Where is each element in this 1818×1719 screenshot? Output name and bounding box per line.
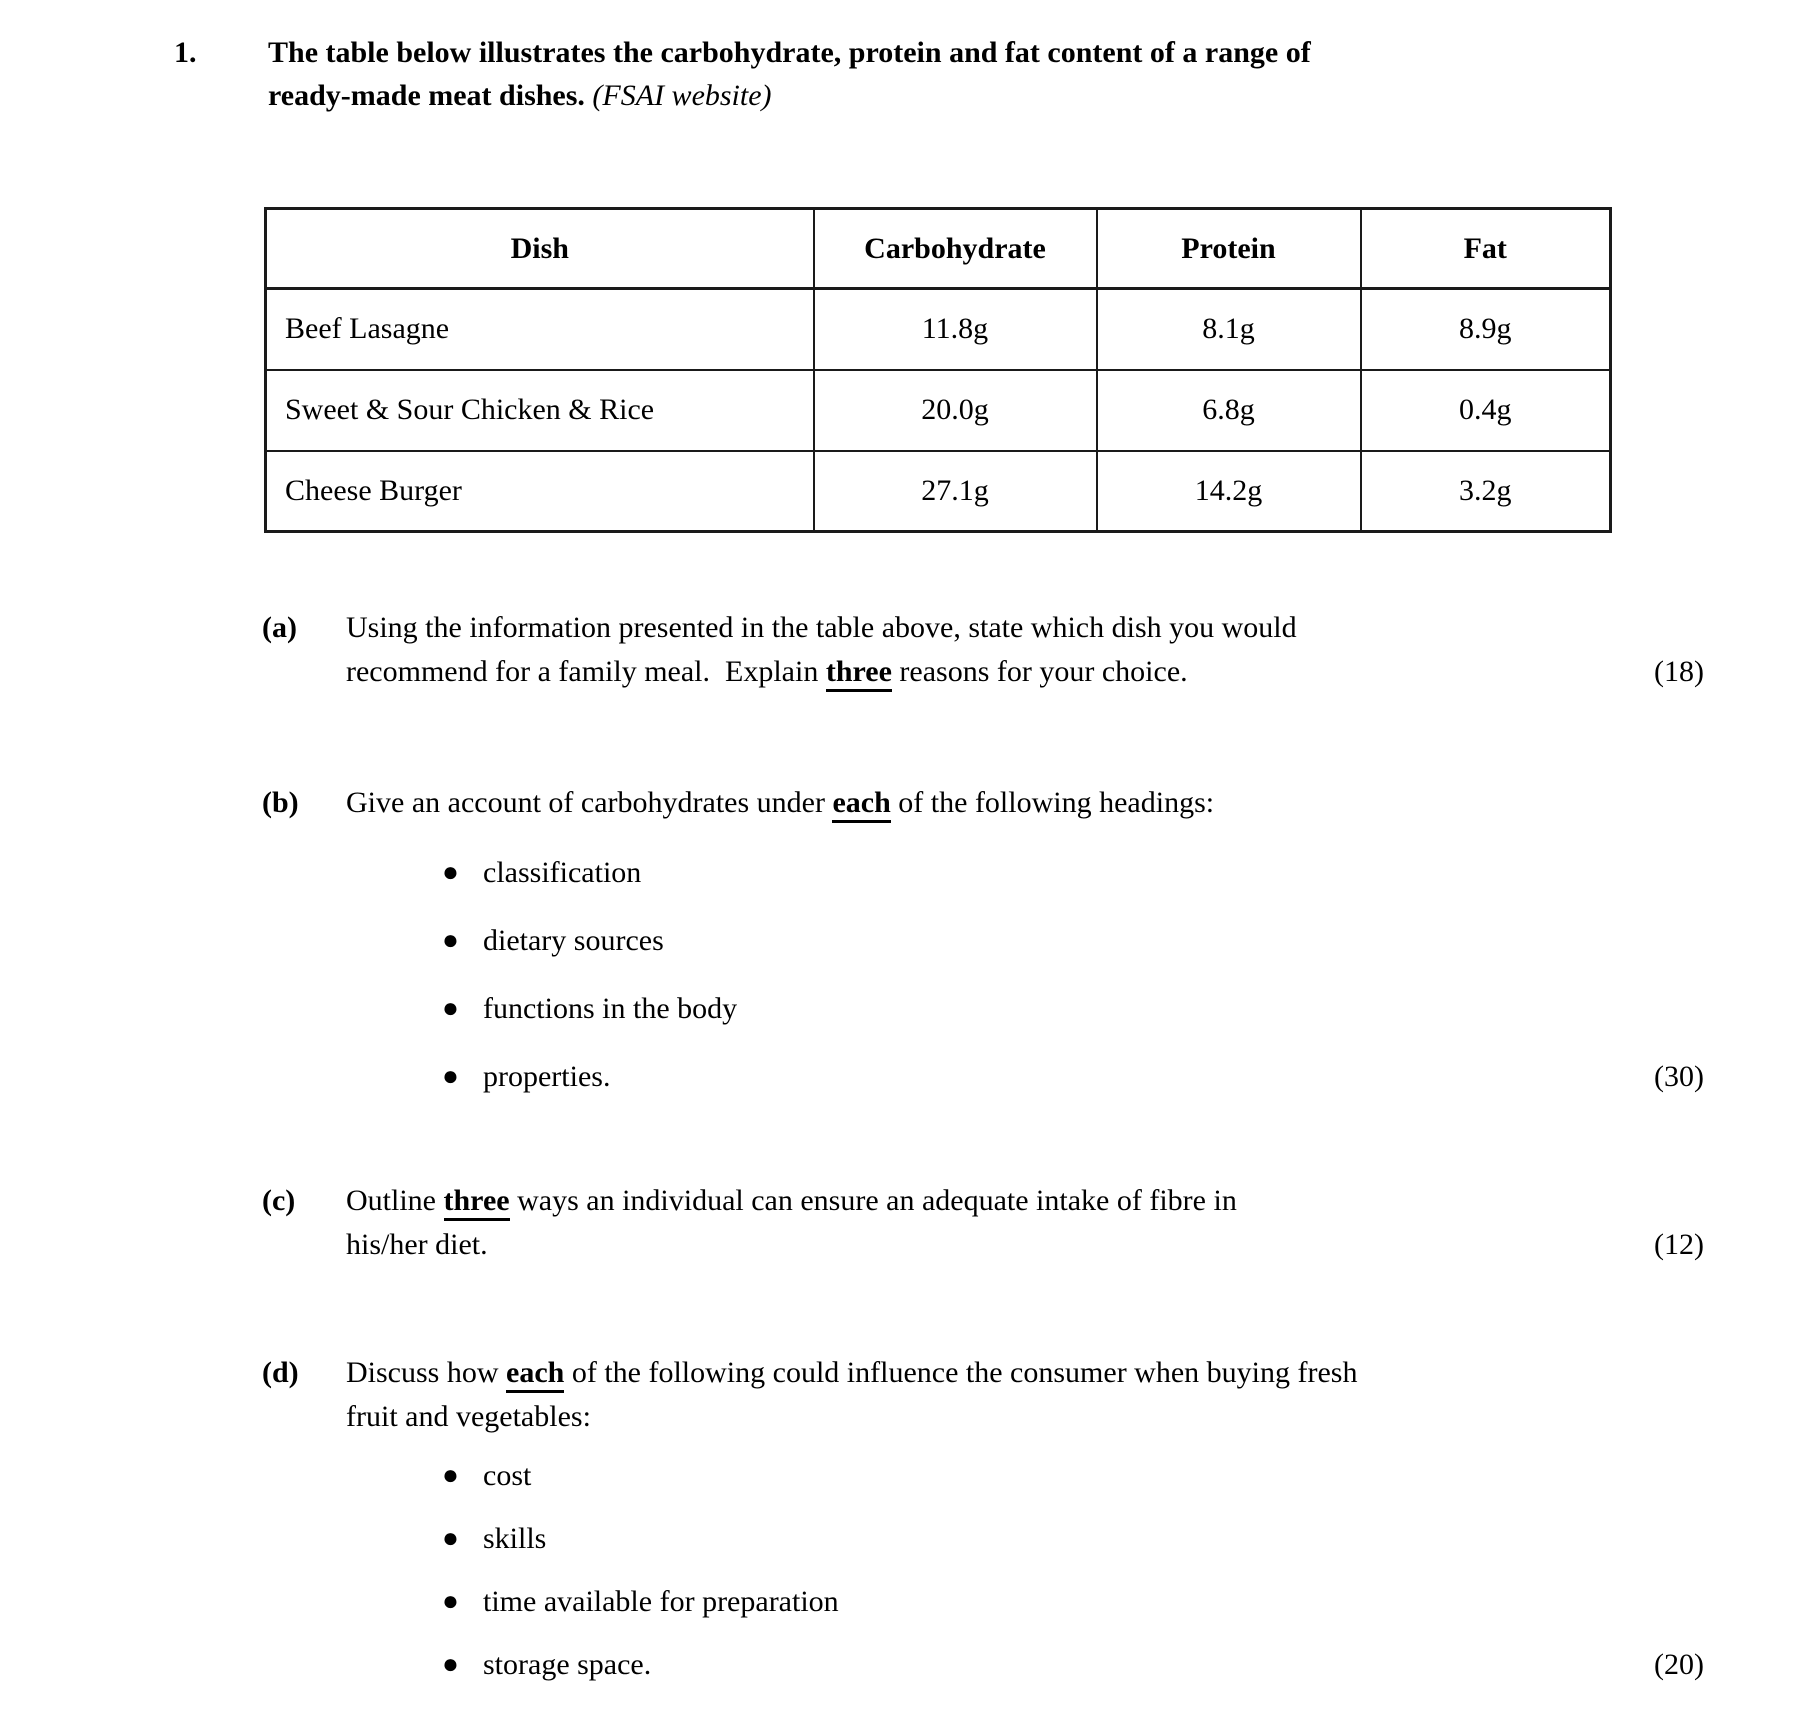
part-b-line1 (346, 781, 1704, 825)
part-b-label: (b) (262, 786, 299, 819)
question-heading (174, 31, 1674, 117)
part-a-line2 (346, 650, 1704, 694)
bullet-item (442, 1643, 1704, 1687)
bullet-text: cost (483, 1459, 532, 1492)
part-d-label: (d) (262, 1356, 299, 1389)
question-heading-text (268, 31, 1311, 117)
part-a-keyword: three (826, 655, 892, 692)
table-header-carbohydrate: Carbohydrate (814, 209, 1097, 289)
part-b-keyword: each (832, 786, 890, 823)
part-b-bullet-list (346, 851, 1704, 1099)
table-row (266, 451, 1611, 532)
part-b-line1-before: Give an account of carbohydrates under (346, 786, 833, 819)
table-header-row (266, 209, 1611, 289)
bullet-icon: ● (442, 1523, 459, 1554)
part-d-line1-after: of the following could influence the consumer when buying fresh (564, 1356, 1358, 1389)
table-cell-dish: Sweet & Sour Chicken & Rice (266, 370, 814, 451)
bullet-item (442, 1055, 1704, 1099)
bullet-icon: ● (442, 1460, 459, 1491)
part-c-line2: his/her diet. (346, 1228, 488, 1261)
part-c (262, 1179, 1704, 1267)
question-heading-line1: The table below illustrates the carbohydrate, protein and fat content of a range of (268, 36, 1311, 69)
part-a-text (346, 606, 1704, 694)
question-number: 1. (174, 36, 197, 69)
bullet-item (442, 851, 1704, 895)
table-row (266, 370, 1611, 451)
bullet-icon: ● (442, 1649, 459, 1680)
question-source: (FSAI website) (584, 79, 772, 112)
bullet-text: time available for preparation (483, 1585, 839, 1618)
part-a-marks: (18) (1654, 655, 1704, 688)
part-c-line1 (346, 1179, 1704, 1223)
part-a-line2-after: reasons for your choice. (891, 655, 1188, 688)
table-cell-carbohydrate: 11.8g (814, 289, 1097, 370)
part-c-marks: (12) (1654, 1228, 1704, 1261)
table-cell-dish: Beef Lasagne (266, 289, 814, 370)
bullet-item (442, 987, 1704, 1031)
part-a (262, 606, 1704, 694)
part-d-line2: fruit and vegetables: (346, 1400, 591, 1433)
bullet-icon: ● (442, 1061, 459, 1092)
bullet-icon: ● (442, 857, 459, 888)
bullet-item (442, 919, 1704, 963)
table-cell-dish: Cheese Burger (266, 451, 814, 532)
bullet-text: classification (483, 856, 642, 889)
part-a-line2-before: recommend for a family meal. Explain (346, 655, 826, 688)
table-cell-protein: 6.8g (1097, 370, 1361, 451)
bullet-text: dietary sources (483, 924, 664, 957)
table-cell-fat: 8.9g (1361, 289, 1611, 370)
part-d-marks: (20) (1654, 1648, 1704, 1681)
part-d (262, 1351, 1704, 1687)
bullet-icon: ● (442, 993, 459, 1024)
part-d-line1-before: Discuss how (346, 1356, 507, 1389)
table-cell-protein: 8.1g (1097, 289, 1361, 370)
part-b (262, 781, 1704, 1099)
part-c-line1-before: Outline (346, 1184, 444, 1217)
part-c-keyword: three (444, 1184, 510, 1221)
part-a-line1: Using the information presented in the table above, state which dish you would (346, 611, 1297, 644)
part-c-text (346, 1179, 1704, 1267)
part-d-line1 (346, 1351, 1704, 1395)
table-cell-fat: 3.2g (1361, 451, 1611, 532)
table-header-fat: Fat (1361, 209, 1611, 289)
part-b-line1-after: of the following headings: (890, 786, 1215, 819)
table-cell-carbohydrate: 20.0g (814, 370, 1097, 451)
bullet-text: properties. (483, 1060, 611, 1093)
part-c-line1-after: ways an individual can ensure an adequate intake of fibre in (509, 1184, 1237, 1217)
bullet-item (442, 1454, 1704, 1498)
table-header-protein: Protein (1097, 209, 1361, 289)
table-header-dish: Dish (266, 209, 814, 289)
bullet-text: skills (483, 1522, 547, 1555)
bullet-text: storage space. (483, 1648, 652, 1681)
part-d-text (346, 1351, 1704, 1687)
table-cell-carbohydrate: 27.1g (814, 451, 1097, 532)
part-d-bullet-list (346, 1454, 1704, 1687)
table-cell-protein: 14.2g (1097, 451, 1361, 532)
nutrition-table (264, 207, 1612, 533)
table-cell-fat: 0.4g (1361, 370, 1611, 451)
part-b-marks: (30) (1654, 1060, 1704, 1093)
part-d-keyword: each (506, 1356, 564, 1393)
bullet-item (442, 1517, 1704, 1561)
question-heading-line2 (268, 74, 1311, 117)
part-b-text (346, 781, 1704, 1099)
table-row (266, 289, 1611, 370)
part-a-label: (a) (262, 611, 297, 644)
part-c-label: (c) (262, 1184, 296, 1217)
bullet-icon: ● (442, 925, 459, 956)
bullet-text: functions in the body (483, 992, 738, 1025)
question-heading-line2-bold: ready-made meat dishes. (268, 79, 585, 112)
bullet-icon: ● (442, 1586, 459, 1617)
bullet-item (442, 1580, 1704, 1624)
